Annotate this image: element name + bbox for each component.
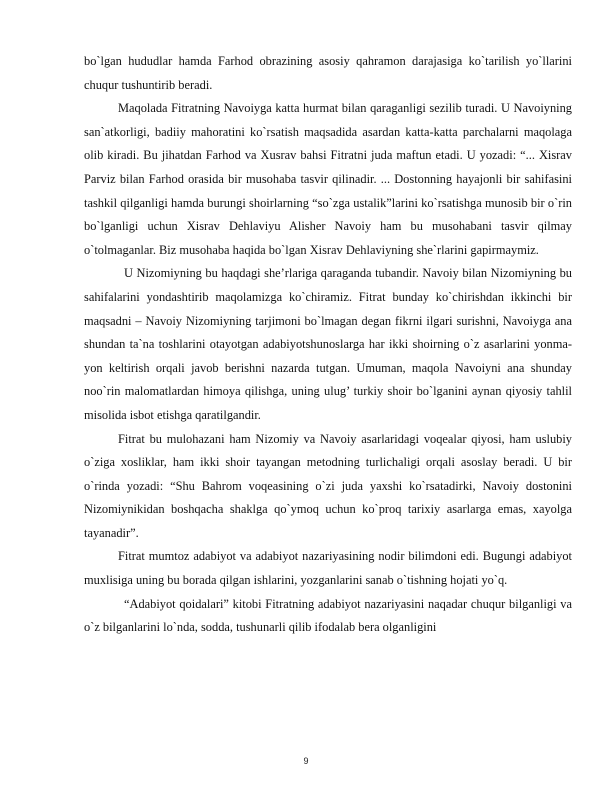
paragraph-adabiyot-qoidalari: “Adabiyot qoidalari” kitobi Fitratning adabiyot nazariyasini naqadar chuqur bilganligi va o`z bilganlarini lo`nda, sodda, tushunarli qilib ifodalab bera olganligini bbox=[84, 596, 572, 635]
page-number: 9 bbox=[303, 756, 309, 766]
paragraph-fitrat-respect: Maqolada Fitratning Navoiyga katta hurmat bilan qaraganligi sezilib turadi. U Navoiyning san`atkorligi, badiiy mahoratini ko`rsatish maqsadida asardan katta-katta parchalarni maqolaga olib kiradi. Bu jihatdan Farhod va Xusrav bahsi Fitratni juda maftun etadi. U yozadi: “... Xisrav Parviz bilan Farhod orasida bir musohaba tasvir qilinadir. ... Dostonning hayajonli bir sahifasini tashkil qilganligi hamda burungi shoirlarning “so`zga ustalik”larini ko`rsatishga munosib bir o`rin bo`lganligi uchun Xisrav Dehlaviyu Alisher Navoiy ham bu musohabani tasvir qilmay o`tolmaganlar. Biz musohaba haqida bo`lgan Xisrav Dehlaviyning she`rlarini gapirmaymiz. bbox=[84, 101, 572, 257]
document-page bbox=[84, 50, 572, 640]
paragraph-fitrat-scholar: Fitrat mumtoz adabiyot va adabiyot nazariyasining nodir bilimdoni edi. Bugungi adabiyot muxlisiga uning bu borada qilgan ishlarini, yozganlarini sanab o`tishning hojati yo`q. bbox=[84, 549, 572, 588]
paragraph-continuation: bo`lgan hududlar hamda Farhod obrazining asosiy qahramon darajasiga ko`tarilish yo`llarini chuqur tushuntirib beradi. bbox=[84, 54, 572, 92]
paragraph-fitrat-argument: Fitrat bu mulohazani ham Nizomiy va Navoiy asarlaridagi voqealar qiyosi, ham uslubiy o`ziga xosliklar, ham ikki shoir tayangan metodning turlichaligi orqali asoslay beradi. U bir o`rinda yozadi: “Shu Bahrom voqeasining o`zi juda yaxshi ko`rsatadirki, Navoiy dostonini Nizomiynikidan boshqacha shaklga qo`ymoq uchun ko`proq tarixiy asarlarga emas, xayolga tayanadir”. bbox=[84, 431, 572, 540]
paragraph-nizomiy-comparison: U Nizomiyning bu haqdagi she’rlariga qaraganda tubandir. Navoiy bilan Nizomiyning bu sahifalarini yondashtirib maqolamizga ko`chiramiz. Fitrat bunday ko`chirishdan ikkinchi bir maqsadni – Navoiy Nizomiyning tarjimoni bo`lmagan degan fikrni ilgari surishni, Navoiyga ana shundan ta`na toshlarini otayotgan adabiyotshunoslarga har ikki shoirning o`z asarlarini yonma-yon keltirish orqali javob berishni nazarda tutgan. Umuman, maqola Navoiyni ana shunday noo`rin malomatlardan himoya qilishga, uning ulug’ turkiy shoir bo`lganini aynan qiyosiy tahlil misolida isbot etishga qaratilgandir. bbox=[84, 266, 572, 422]
